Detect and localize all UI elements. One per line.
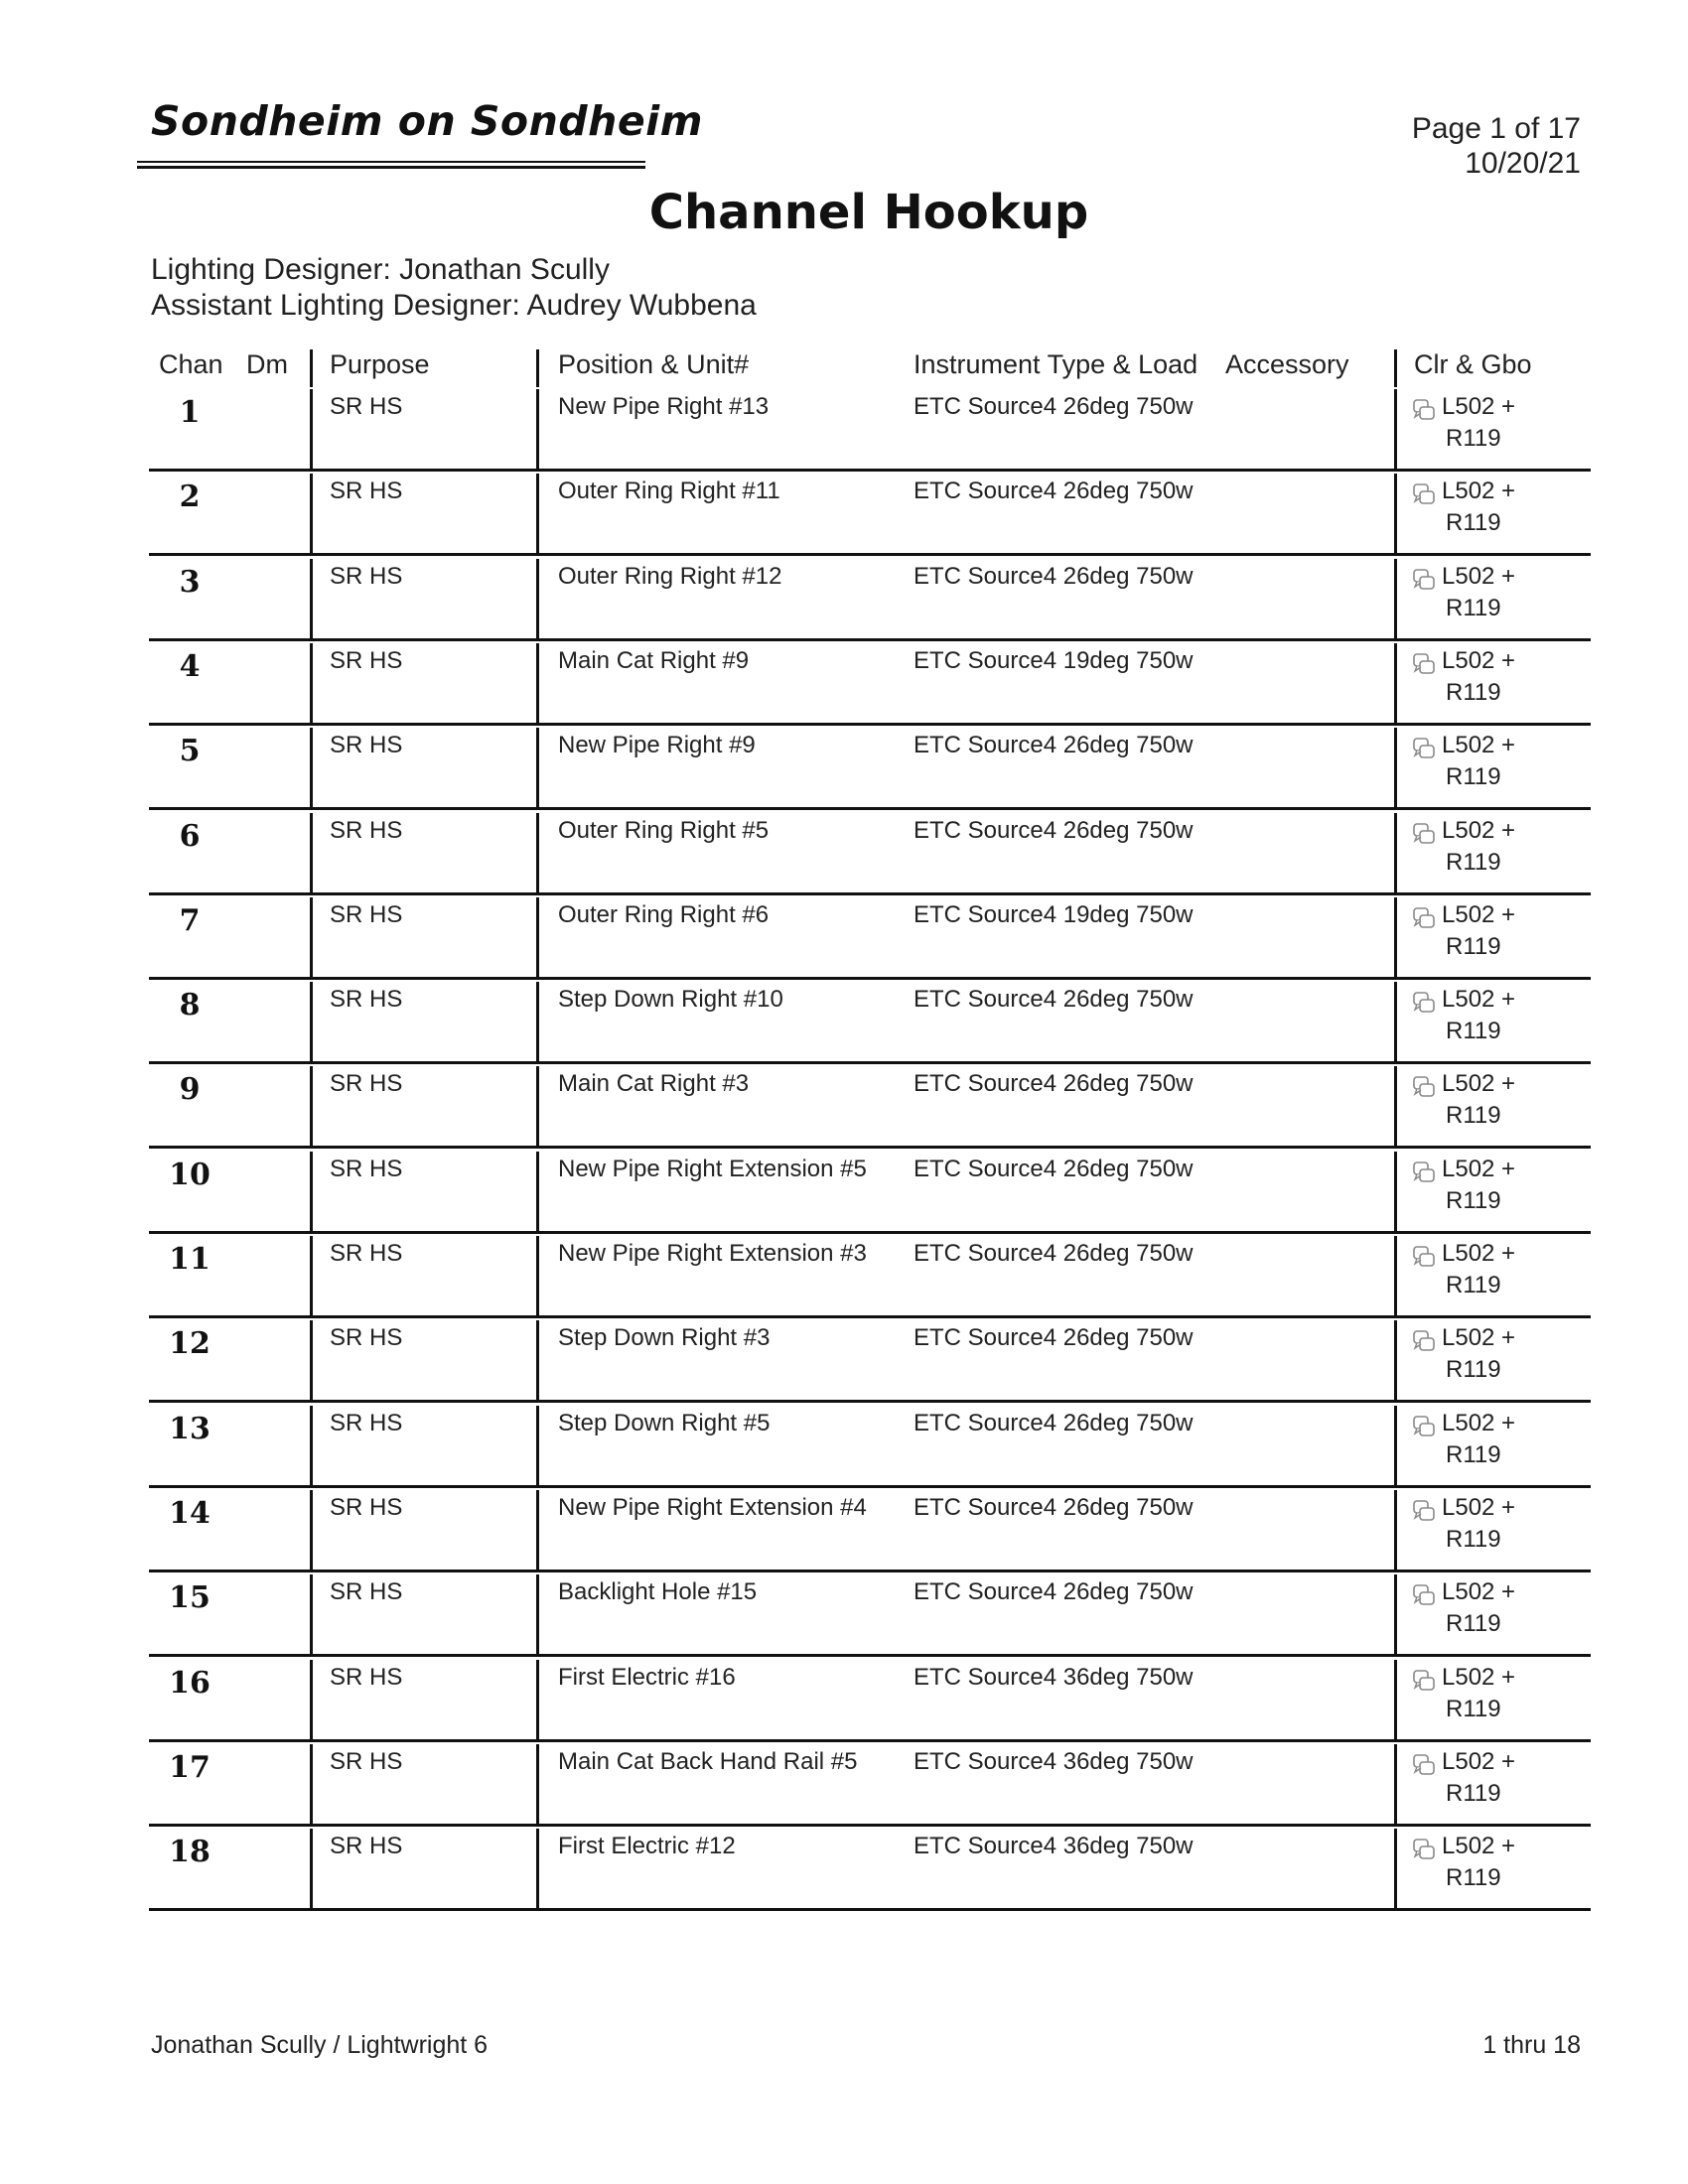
color-primary: L502 + xyxy=(1442,393,1516,420)
purpose-cell: SR HS xyxy=(330,1324,403,1351)
column-divider xyxy=(1394,982,1397,1061)
position-cell: Step Down Right #10 xyxy=(558,986,783,1013)
column-divider xyxy=(1394,474,1397,553)
row-rule xyxy=(149,1146,1591,1149)
title-underline xyxy=(137,161,645,169)
column-divider xyxy=(536,1406,539,1485)
purpose-cell: SR HS xyxy=(330,817,403,844)
color-swatch-icon xyxy=(1412,397,1438,423)
instrument-cell: ETC Source4 26deg 750w xyxy=(914,1494,1194,1521)
column-divider xyxy=(536,643,539,723)
color-primary: L502 + xyxy=(1442,1748,1516,1775)
row-rule xyxy=(149,723,1591,726)
color-secondary: R119 xyxy=(1446,1610,1501,1637)
color-secondary: R119 xyxy=(1446,1018,1501,1044)
instrument-cell: ETC Source4 26deg 750w xyxy=(914,817,1194,844)
color-secondary: R119 xyxy=(1446,849,1501,876)
purpose-cell: SR HS xyxy=(330,1664,403,1691)
position-cell: Outer Ring Right #11 xyxy=(558,478,780,504)
instrument-cell: ETC Source4 26deg 750w xyxy=(914,1240,1194,1267)
color-swatch-icon xyxy=(1412,1160,1438,1185)
purpose-cell: SR HS xyxy=(330,732,403,758)
column-header-chan: Chan xyxy=(159,349,223,379)
table-row xyxy=(0,1066,1688,1151)
column-divider xyxy=(310,728,313,807)
column-divider xyxy=(536,559,539,638)
color-swatch-icon xyxy=(1412,1414,1438,1439)
color-swatch-icon xyxy=(1412,1752,1438,1778)
column-divider xyxy=(310,1574,313,1654)
position-cell: Outer Ring Right #6 xyxy=(558,901,770,928)
table-row xyxy=(0,389,1688,474)
color-secondary: R119 xyxy=(1446,425,1501,452)
column-divider xyxy=(536,813,539,892)
table-row xyxy=(0,1660,1688,1744)
instrument-cell: ETC Source4 26deg 750w xyxy=(914,563,1194,590)
column-divider xyxy=(1394,1066,1397,1146)
column-divider xyxy=(1394,1152,1397,1231)
report-title: Channel Hookup xyxy=(648,185,1089,240)
column-header-color: Clr & Gbo xyxy=(1414,349,1532,379)
color-secondary: R119 xyxy=(1446,1864,1501,1891)
color-swatch-icon xyxy=(1412,1582,1438,1608)
color-primary: L502 + xyxy=(1442,1494,1516,1521)
row-rule xyxy=(149,1908,1591,1911)
channel-number: 14 xyxy=(169,1496,211,1531)
instrument-cell: ETC Source4 19deg 750w xyxy=(914,647,1194,674)
color-secondary: R119 xyxy=(1446,679,1501,706)
column-divider xyxy=(310,1066,313,1146)
instrument-cell: ETC Source4 26deg 750w xyxy=(914,732,1194,758)
color-swatch-icon xyxy=(1412,990,1438,1016)
purpose-cell: SR HS xyxy=(330,478,403,504)
position-cell: New Pipe Right Extension #5 xyxy=(558,1156,867,1182)
column-divider xyxy=(1394,1574,1397,1654)
column-divider xyxy=(1394,559,1397,638)
column-divider xyxy=(1394,389,1397,469)
row-rule xyxy=(149,1400,1591,1403)
assistant-lighting-designer: Assistant Lighting Designer: Audrey Wubbena xyxy=(151,289,757,322)
row-rule xyxy=(149,807,1591,810)
column-header-dm: Dm xyxy=(246,349,288,379)
color-secondary: R119 xyxy=(1446,1187,1501,1214)
instrument-cell: ETC Source4 19deg 750w xyxy=(914,901,1194,928)
column-divider xyxy=(536,728,539,807)
column-divider xyxy=(310,1829,313,1908)
color-swatch-icon xyxy=(1412,567,1438,593)
purpose-cell: SR HS xyxy=(330,1070,403,1097)
purpose-cell: SR HS xyxy=(330,1748,403,1775)
color-secondary: R119 xyxy=(1446,1356,1501,1383)
column-divider xyxy=(310,1152,313,1231)
row-rule xyxy=(149,1315,1591,1318)
channel-number: 13 xyxy=(169,1412,211,1446)
purpose-cell: SR HS xyxy=(330,986,403,1013)
footer-range: 1 thru 18 xyxy=(1482,2031,1581,2059)
channel-number: 6 xyxy=(179,819,201,854)
channel-number: 8 xyxy=(179,988,201,1023)
color-swatch-icon xyxy=(1412,905,1438,931)
purpose-cell: SR HS xyxy=(330,393,403,420)
column-divider xyxy=(536,1660,539,1739)
purpose-cell: SR HS xyxy=(330,1578,403,1605)
column-divider xyxy=(536,1574,539,1654)
color-secondary: R119 xyxy=(1446,1272,1501,1298)
purpose-cell: SR HS xyxy=(330,647,403,674)
table-row xyxy=(0,728,1688,812)
channel-number: 10 xyxy=(169,1158,211,1192)
row-rule xyxy=(149,1485,1591,1488)
column-divider xyxy=(1394,1490,1397,1570)
column-header-position: Position & Unit# xyxy=(558,349,750,379)
instrument-cell: ETC Source4 26deg 750w xyxy=(914,393,1194,420)
color-swatch-icon xyxy=(1412,1498,1438,1524)
position-cell: Outer Ring Right #12 xyxy=(558,563,782,590)
column-header-purpose: Purpose xyxy=(330,349,430,379)
position-cell: Step Down Right #3 xyxy=(558,1324,771,1351)
channel-number: 2 xyxy=(179,479,201,514)
column-divider xyxy=(310,1236,313,1315)
column-divider xyxy=(1394,1406,1397,1485)
color-swatch-icon xyxy=(1412,1837,1438,1862)
instrument-cell: ETC Source4 26deg 750w xyxy=(914,1070,1194,1097)
row-rule xyxy=(149,1654,1591,1657)
show-title: Sondheim on Sondheim xyxy=(151,97,703,145)
color-primary: L502 + xyxy=(1442,1410,1516,1436)
row-rule xyxy=(149,469,1591,472)
column-divider xyxy=(536,1152,539,1231)
column-divider xyxy=(1394,897,1397,977)
column-header-accessory: Accessory xyxy=(1225,349,1349,379)
position-cell: New Pipe Right #9 xyxy=(558,732,756,758)
column-divider xyxy=(310,813,313,892)
column-divider xyxy=(536,1066,539,1146)
column-divider xyxy=(1394,1744,1397,1824)
color-secondary: R119 xyxy=(1446,933,1501,960)
color-primary: L502 + xyxy=(1442,732,1516,758)
instrument-cell: ETC Source4 26deg 750w xyxy=(914,986,1194,1013)
table-row xyxy=(0,1829,1688,1913)
table-row xyxy=(0,813,1688,897)
purpose-cell: SR HS xyxy=(330,1156,403,1182)
position-cell: Step Down Right #5 xyxy=(558,1410,771,1436)
column-divider xyxy=(536,1829,539,1908)
report-date: 10/20/21 xyxy=(1465,147,1581,180)
header-divider xyxy=(536,349,539,387)
row-rule xyxy=(149,1824,1591,1827)
instrument-cell: ETC Source4 26deg 750w xyxy=(914,1156,1194,1182)
color-swatch-icon xyxy=(1412,481,1438,507)
position-cell: Main Cat Right #3 xyxy=(558,1070,750,1097)
column-header-instrument: Instrument Type & Load xyxy=(914,349,1198,379)
page-number: Page 1 of 17 xyxy=(1411,112,1581,145)
color-primary: L502 + xyxy=(1442,1833,1516,1859)
color-primary: L502 + xyxy=(1442,817,1516,844)
instrument-cell: ETC Source4 26deg 750w xyxy=(914,1578,1194,1605)
instrument-cell: ETC Source4 26deg 750w xyxy=(914,1324,1194,1351)
channel-number: 16 xyxy=(169,1666,211,1701)
color-secondary: R119 xyxy=(1446,509,1501,536)
color-secondary: R119 xyxy=(1446,1696,1501,1722)
position-cell: Main Cat Back Hand Rail #5 xyxy=(558,1748,858,1775)
column-divider xyxy=(310,559,313,638)
header-divider xyxy=(1394,349,1397,387)
channel-number: 18 xyxy=(169,1835,211,1869)
column-divider xyxy=(310,1660,313,1739)
row-rule xyxy=(149,1061,1591,1064)
row-rule xyxy=(149,1570,1591,1572)
color-secondary: R119 xyxy=(1446,1441,1501,1468)
column-divider xyxy=(536,897,539,977)
color-primary: L502 + xyxy=(1442,647,1516,674)
column-divider xyxy=(310,897,313,977)
column-divider xyxy=(310,389,313,469)
purpose-cell: SR HS xyxy=(330,901,403,928)
channel-number: 15 xyxy=(169,1580,211,1615)
column-divider xyxy=(1394,1660,1397,1739)
color-secondary: R119 xyxy=(1446,763,1501,790)
table-row xyxy=(0,1320,1688,1405)
color-primary: L502 + xyxy=(1442,1324,1516,1351)
designer-credits xyxy=(151,252,757,324)
table-row xyxy=(0,1236,1688,1320)
column-divider xyxy=(310,474,313,553)
row-rule xyxy=(149,1739,1591,1742)
instrument-cell: ETC Source4 26deg 750w xyxy=(914,478,1194,504)
purpose-cell: SR HS xyxy=(330,1494,403,1521)
instrument-cell: ETC Source4 36deg 750w xyxy=(914,1664,1194,1691)
position-cell: Backlight Hole #15 xyxy=(558,1578,758,1605)
channel-number: 17 xyxy=(169,1750,211,1785)
column-divider xyxy=(536,1320,539,1400)
table-row xyxy=(0,474,1688,558)
column-divider xyxy=(1394,1236,1397,1315)
column-divider xyxy=(1394,728,1397,807)
position-cell: New Pipe Right Extension #4 xyxy=(558,1494,867,1521)
table-row xyxy=(0,559,1688,643)
table-row xyxy=(0,1574,1688,1659)
purpose-cell: SR HS xyxy=(330,1833,403,1859)
color-primary: L502 + xyxy=(1442,1578,1516,1605)
channel-number: 3 xyxy=(179,565,201,600)
column-divider xyxy=(310,1490,313,1570)
color-primary: L502 + xyxy=(1442,1664,1516,1691)
purpose-cell: SR HS xyxy=(330,1240,403,1267)
color-primary: L502 + xyxy=(1442,478,1516,504)
header-divider xyxy=(310,349,313,387)
color-secondary: R119 xyxy=(1446,1526,1501,1553)
color-swatch-icon xyxy=(1412,651,1438,677)
color-primary: L502 + xyxy=(1442,1240,1516,1267)
table-row xyxy=(0,1744,1688,1829)
column-divider xyxy=(310,982,313,1061)
row-rule xyxy=(149,892,1591,895)
table-row xyxy=(0,897,1688,982)
color-swatch-icon xyxy=(1412,1328,1438,1354)
column-divider xyxy=(536,982,539,1061)
color-swatch-icon xyxy=(1412,736,1438,761)
color-primary: L502 + xyxy=(1442,986,1516,1013)
instrument-cell: ETC Source4 36deg 750w xyxy=(914,1748,1194,1775)
channel-number: 11 xyxy=(169,1242,211,1277)
channel-number: 12 xyxy=(169,1326,211,1361)
instrument-cell: ETC Source4 36deg 750w xyxy=(914,1833,1194,1859)
column-divider xyxy=(310,1320,313,1400)
column-divider xyxy=(536,1490,539,1570)
column-divider xyxy=(536,1236,539,1315)
position-cell: Main Cat Right #9 xyxy=(558,647,750,674)
color-primary: L502 + xyxy=(1442,1156,1516,1182)
table-row xyxy=(0,1406,1688,1490)
color-secondary: R119 xyxy=(1446,595,1501,621)
color-swatch-icon xyxy=(1412,1668,1438,1694)
column-divider xyxy=(310,1406,313,1485)
channel-number: 4 xyxy=(179,649,201,684)
table-row xyxy=(0,1490,1688,1574)
table-row xyxy=(0,643,1688,728)
purpose-cell: SR HS xyxy=(330,563,403,590)
column-divider xyxy=(1394,1320,1397,1400)
table-row xyxy=(0,1152,1688,1236)
column-divider xyxy=(536,1744,539,1824)
color-swatch-icon xyxy=(1412,821,1438,847)
channel-number: 5 xyxy=(179,734,201,768)
purpose-cell: SR HS xyxy=(330,1410,403,1436)
table-row xyxy=(0,982,1688,1066)
column-divider xyxy=(310,643,313,723)
color-secondary: R119 xyxy=(1446,1780,1501,1807)
row-rule xyxy=(149,1231,1591,1234)
color-swatch-icon xyxy=(1412,1074,1438,1100)
channel-number: 9 xyxy=(179,1072,201,1107)
color-primary: L502 + xyxy=(1442,563,1516,590)
position-cell: New Pipe Right #13 xyxy=(558,393,770,420)
color-swatch-icon xyxy=(1412,1244,1438,1270)
color-primary: L502 + xyxy=(1442,901,1516,928)
row-rule xyxy=(149,553,1591,556)
instrument-cell: ETC Source4 26deg 750w xyxy=(914,1410,1194,1436)
position-cell: First Electric #16 xyxy=(558,1664,736,1691)
column-divider xyxy=(536,389,539,469)
color-primary: L502 + xyxy=(1442,1070,1516,1097)
row-rule xyxy=(149,977,1591,980)
color-secondary: R119 xyxy=(1446,1102,1501,1129)
column-divider xyxy=(536,474,539,553)
position-cell: First Electric #12 xyxy=(558,1833,736,1859)
position-cell: New Pipe Right Extension #3 xyxy=(558,1240,867,1267)
column-divider xyxy=(1394,643,1397,723)
column-divider xyxy=(310,1744,313,1824)
column-divider xyxy=(1394,1829,1397,1908)
channel-number: 7 xyxy=(179,903,201,938)
page-info xyxy=(1412,111,1581,181)
row-rule xyxy=(149,638,1591,641)
footer-author: Jonathan Scully / Lightwright 6 xyxy=(151,2031,489,2059)
position-cell: Outer Ring Right #5 xyxy=(558,817,770,844)
lighting-designer: Lighting Designer: Jonathan Scully xyxy=(151,253,610,286)
channel-number: 1 xyxy=(179,395,201,430)
column-divider xyxy=(1394,813,1397,892)
